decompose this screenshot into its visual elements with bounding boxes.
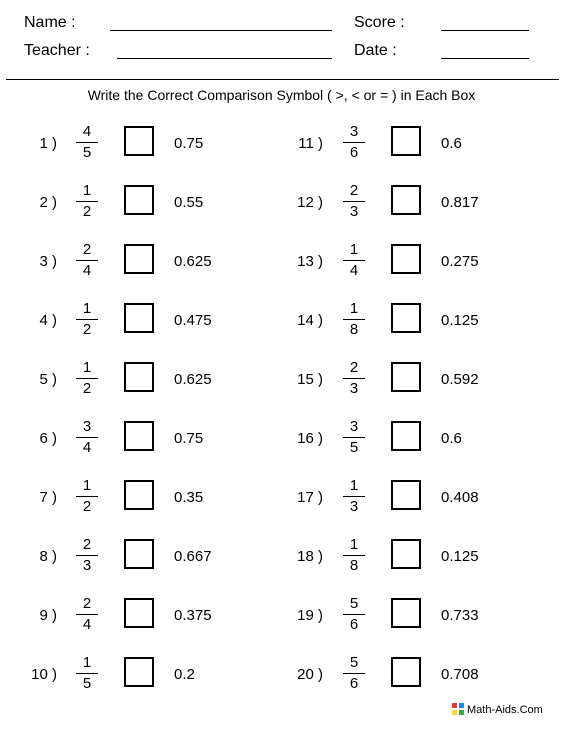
- problem-item: [0, 300, 563, 340]
- answer-box[interactable]: [391, 657, 421, 687]
- fraction-denominator: 4: [82, 439, 92, 456]
- fraction-numerator: 3: [349, 123, 359, 140]
- answer-box[interactable]: [391, 539, 421, 569]
- fraction-numerator: 1: [349, 477, 359, 494]
- fraction-denominator: 4: [349, 262, 359, 279]
- answer-box[interactable]: [391, 598, 421, 628]
- fraction-numerator: 1: [349, 300, 359, 317]
- answer-box[interactable]: [391, 126, 421, 156]
- fraction-denominator: 2: [82, 498, 92, 515]
- problem-number: 10 ): [31, 666, 57, 683]
- fraction-denominator: 2: [82, 321, 92, 338]
- fraction-denominator: 8: [349, 557, 359, 574]
- problem-number: 7 ): [39, 489, 57, 506]
- fraction-denominator: 5: [82, 144, 92, 161]
- problem-number: 3 ): [39, 253, 57, 270]
- fraction-denominator: 3: [349, 203, 359, 220]
- problem-number: 8 ): [39, 548, 57, 565]
- answer-box[interactable]: [391, 421, 421, 451]
- decimal-value: 0.475: [174, 312, 212, 329]
- fraction: [343, 123, 365, 162]
- fraction-denominator: 8: [349, 321, 359, 338]
- fraction-denominator: 5: [349, 439, 359, 456]
- logo-icon: [452, 703, 464, 715]
- date-field[interactable]: [441, 58, 529, 59]
- fraction-bar: [343, 260, 365, 261]
- fraction-numerator: 1: [82, 654, 92, 671]
- teacher-field[interactable]: [117, 58, 332, 59]
- logo-text: Math-Aids.Com: [467, 704, 543, 716]
- fraction-denominator: 5: [82, 675, 92, 692]
- decimal-value: 0.2: [174, 666, 195, 683]
- answer-box[interactable]: [391, 480, 421, 510]
- problem-number: 12 ): [297, 194, 323, 211]
- fraction-numerator: 2: [349, 182, 359, 199]
- fraction-numerator: 2: [82, 241, 92, 258]
- problem-number: 1 ): [39, 135, 57, 152]
- fraction-bar: [343, 437, 365, 438]
- decimal-value: 0.6: [441, 430, 462, 447]
- decimal-value: 0.125: [441, 548, 479, 565]
- fraction: [343, 182, 365, 221]
- fraction-numerator: 5: [349, 595, 359, 612]
- fraction-bar: [343, 673, 365, 674]
- decimal-value: 0.35: [174, 489, 204, 506]
- fraction: [343, 241, 365, 280]
- fraction-numerator: 4: [82, 123, 92, 140]
- fraction-bar: [343, 319, 365, 320]
- fraction-denominator: 6: [349, 144, 359, 161]
- fraction-denominator: 6: [349, 616, 359, 633]
- answer-box[interactable]: [391, 185, 421, 215]
- fraction-denominator: 3: [82, 557, 92, 574]
- decimal-value: 0.75: [174, 135, 204, 152]
- teacher-label: Teacher :: [24, 42, 90, 59]
- decimal-value: 0.592: [441, 371, 479, 388]
- problem-number: 16 ): [297, 430, 323, 447]
- decimal-value: 0.817: [441, 194, 479, 211]
- fraction: [343, 477, 365, 516]
- fraction-denominator: 2: [82, 380, 92, 397]
- decimal-value: 0.667: [174, 548, 212, 565]
- problem-number: 17 ): [297, 489, 323, 506]
- problem-item: [0, 654, 563, 694]
- fraction: [343, 418, 365, 457]
- answer-box[interactable]: [391, 303, 421, 333]
- problem-item: [0, 241, 563, 281]
- decimal-value: 0.375: [174, 607, 212, 624]
- fraction-numerator: 2: [349, 359, 359, 376]
- problem-item: [0, 477, 563, 517]
- fraction-denominator: 4: [82, 262, 92, 279]
- answer-box[interactable]: [391, 244, 421, 274]
- fraction-bar: [343, 555, 365, 556]
- decimal-value: 0.6: [441, 135, 462, 152]
- problem-number: 4 ): [39, 312, 57, 329]
- fraction-numerator: 5: [349, 654, 359, 671]
- fraction-denominator: 2: [82, 203, 92, 220]
- fraction-numerator: 1: [82, 182, 92, 199]
- problem-item: [0, 123, 563, 163]
- fraction-denominator: 3: [349, 380, 359, 397]
- decimal-value: 0.708: [441, 666, 479, 683]
- fraction-denominator: 4: [82, 616, 92, 633]
- fraction: [343, 536, 365, 575]
- fraction-numerator: 1: [82, 359, 92, 376]
- decimal-value: 0.733: [441, 607, 479, 624]
- problem-number: 9 ): [39, 607, 57, 624]
- answer-box[interactable]: [391, 362, 421, 392]
- fraction-bar: [343, 142, 365, 143]
- fraction-numerator: 3: [82, 418, 92, 435]
- fraction-numerator: 1: [349, 536, 359, 553]
- decimal-value: 0.625: [174, 253, 212, 270]
- problem-number: 14 ): [297, 312, 323, 329]
- header-divider: [6, 79, 559, 80]
- fraction-numerator: 1: [82, 300, 92, 317]
- decimal-value: 0.625: [174, 371, 212, 388]
- problem-number: 5 ): [39, 371, 57, 388]
- name-field[interactable]: [110, 30, 332, 31]
- decimal-value: 0.408: [441, 489, 479, 506]
- problem-number: 11 ): [298, 135, 323, 152]
- fraction-bar: [343, 614, 365, 615]
- fraction-denominator: 6: [349, 675, 359, 692]
- problem-number: 15 ): [297, 371, 323, 388]
- problem-item: [0, 536, 563, 576]
- score-label: Score :: [354, 14, 405, 31]
- problem-item: [0, 359, 563, 399]
- fraction-numerator: 2: [82, 595, 92, 612]
- fraction: [343, 300, 365, 339]
- decimal-value: 0.125: [441, 312, 479, 329]
- fraction-denominator: 3: [349, 498, 359, 515]
- fraction-bar: [343, 201, 365, 202]
- fraction-numerator: 1: [349, 241, 359, 258]
- name-label: Name :: [24, 14, 76, 31]
- fraction-numerator: 3: [349, 418, 359, 435]
- problem-item: [0, 182, 563, 222]
- instructions: Write the Correct Comparison Symbol ( >, < or = ) in Each Box: [87, 87, 476, 103]
- fraction-bar: [343, 378, 365, 379]
- decimal-value: 0.55: [174, 194, 204, 211]
- problem-number: 13 ): [297, 253, 323, 270]
- problem-number: 19 ): [297, 607, 323, 624]
- decimal-value: 0.275: [441, 253, 479, 270]
- problem-item: [0, 595, 563, 635]
- fraction-numerator: 1: [82, 477, 92, 494]
- problem-number: 2 ): [39, 194, 57, 211]
- decimal-value: 0.75: [174, 430, 204, 447]
- fraction: [343, 654, 365, 693]
- fraction: [343, 595, 365, 634]
- fraction-bar: [343, 496, 365, 497]
- score-field[interactable]: [441, 30, 529, 31]
- fraction: [343, 359, 365, 398]
- problem-number: 6 ): [39, 430, 57, 447]
- fraction-numerator: 2: [82, 536, 92, 553]
- problem-number: 18 ): [297, 548, 323, 565]
- date-label: Date :: [354, 42, 397, 59]
- site-logo: [452, 703, 543, 716]
- problem-number: 20 ): [297, 666, 323, 683]
- problem-item: [0, 418, 563, 458]
